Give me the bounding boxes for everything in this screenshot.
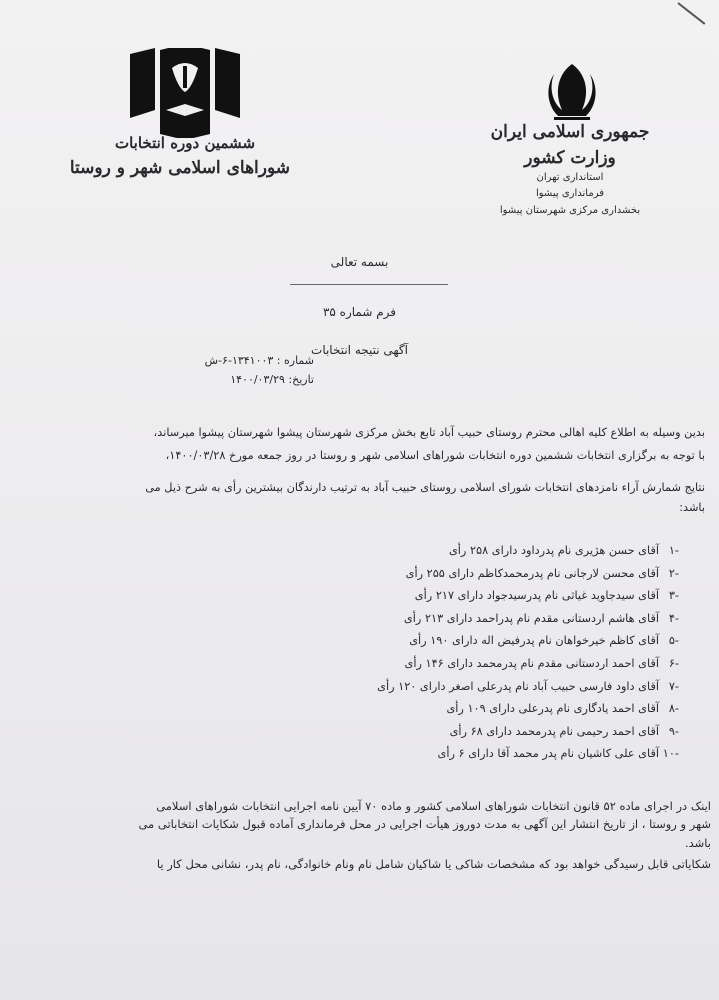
divider-line xyxy=(290,284,448,285)
list-item-number: -۱۰ xyxy=(662,747,679,761)
list-item xyxy=(279,544,679,567)
ministry-header xyxy=(470,60,670,230)
list-item-text: آقای علی کاشیان نام پدر محمد آقا دارای ۶ رأی xyxy=(437,747,659,761)
letter-date: تاریخ: ۱۴۰۰/۰۳/۲۹ xyxy=(230,373,314,386)
list-item xyxy=(279,612,679,635)
election-line2: شوراهای اسلامی شهر و روستا xyxy=(69,158,290,178)
list-item xyxy=(279,702,679,725)
ministry-title: وزارت کشور xyxy=(524,148,616,168)
list-item-text: آقای حسن هژیری نام پدرداود دارای ۲۵۸ رأی xyxy=(448,544,659,557)
candidate-list xyxy=(279,544,679,770)
intro-line1: بدین وسیله به اطلاع کلیه اهالی محترم روستای حبیب آباد تابع بخش مرکزی شهرستان پیشوا شهرستان پیشوا میرساند، xyxy=(153,426,705,439)
election-logo xyxy=(69,48,290,198)
intro-line4: باشد: xyxy=(679,501,705,514)
iran-emblem-icon xyxy=(532,60,612,122)
list-item xyxy=(279,657,679,680)
list-item-number: -۸ xyxy=(668,702,679,716)
basmala: بسمه تعالی xyxy=(330,255,389,269)
list-item-number: -۲ xyxy=(668,566,679,580)
list-item-number: -۶ xyxy=(668,656,679,670)
footer-line1: اینک در اجرای ماده ۵۲ قانون انتخابات شوراهای اسلامی کشور و ماده ۷۰ آیین نامه اجرایی انتخابات شوراهای اسلامی xyxy=(156,799,711,813)
list-item-text: آقای احمد اردستانی مقدم نام پدرمحمد دارای ۱۴۶ رأی xyxy=(404,656,659,670)
list-item-text: آقای سیدجاوید غیاثی نام پدرسیدجواد دارای ۲۱۷ رأی xyxy=(414,589,659,603)
list-item-text: آقای کاظم خیرخواهان نام پدرفیض اله دارای ۱۹۰ رأی xyxy=(409,634,659,648)
county-label: فرمانداری پیشوا xyxy=(535,188,604,199)
list-item-number: -۹ xyxy=(668,724,679,738)
list-item xyxy=(279,634,679,657)
republic-title: جمهوری اسلامی ایران xyxy=(490,122,650,142)
list-item-number: -۵ xyxy=(668,634,679,648)
list-item xyxy=(279,725,679,748)
footer-line4: شکایاتی قابل رسیدگی خواهد بود که مشخصات شاکی یا شاکیان شامل نام ونام خانوادگی، نام پدر، نشانی محل کار یا xyxy=(156,857,711,871)
governorate-label: استانداری تهران xyxy=(536,172,604,183)
letter-number: شماره : ۱۳۴۱۰۰۳-۶-ش xyxy=(204,354,314,367)
list-item-text: آقای محسن لارجانی نام پدرمحمدکاظم دارای ۲۵۵ رأی xyxy=(405,566,659,580)
list-item-text: آقای داود فارسی حبیب آباد نام پدرعلی اصغر دارای ۱۲۰ رأی xyxy=(377,679,659,693)
election-line1: ششمین دوره انتخابات xyxy=(114,134,256,152)
footer-line2: شهر و روستا ، از تاریخ انتشار این آگهی به مدت دوروز هیأت اجرایی در محل فرمانداری آماده قبول شکایات انتخاباتی می xyxy=(138,817,711,831)
form-number: فرم شماره ۳۵ xyxy=(322,305,397,319)
notice-title: آگهی نتیجه انتخابات xyxy=(311,343,408,357)
list-item-number: -۴ xyxy=(668,611,679,625)
pen-mark xyxy=(677,2,705,25)
footer-line3: باشد. xyxy=(684,836,711,850)
intro-line3: نتایج شمارش آراء نامزدهای انتخابات شورای اسلامی روستای حبیب آباد به ترتیب دارندگان بیشترین رأی به شرح ذیل می xyxy=(145,481,705,494)
list-item xyxy=(279,680,679,703)
list-item-number: -۱ xyxy=(668,544,679,557)
list-item-text: آقای هاشم اردستانی مقدم نام پدراحمد دارای ۲۱۳ رأی xyxy=(403,611,659,625)
list-item xyxy=(279,589,679,612)
list-item-number: -۷ xyxy=(668,679,679,693)
intro-line2: با توجه به برگزاری انتخابات ششمین دوره انتخابات شوراهای اسلامی شهر و روستا در روز جمعه مورخ ۱۴۰۰/۰۳/۲۸، xyxy=(165,449,705,462)
list-item-number: -۳ xyxy=(668,589,679,603)
list-item xyxy=(279,747,679,770)
list-item-text: آقای احمد رحیمی نام پدرمحمد دارای ۶۸ رأی xyxy=(449,724,659,738)
list-item-text: آقای احمد یادگاری نام پدرعلی دارای ۱۰۹ رأی xyxy=(446,702,659,716)
list-item xyxy=(279,567,679,590)
district-label: بخشداری مرکزی شهرستان پیشوا xyxy=(499,205,641,216)
ballot-box-icon xyxy=(100,48,270,138)
